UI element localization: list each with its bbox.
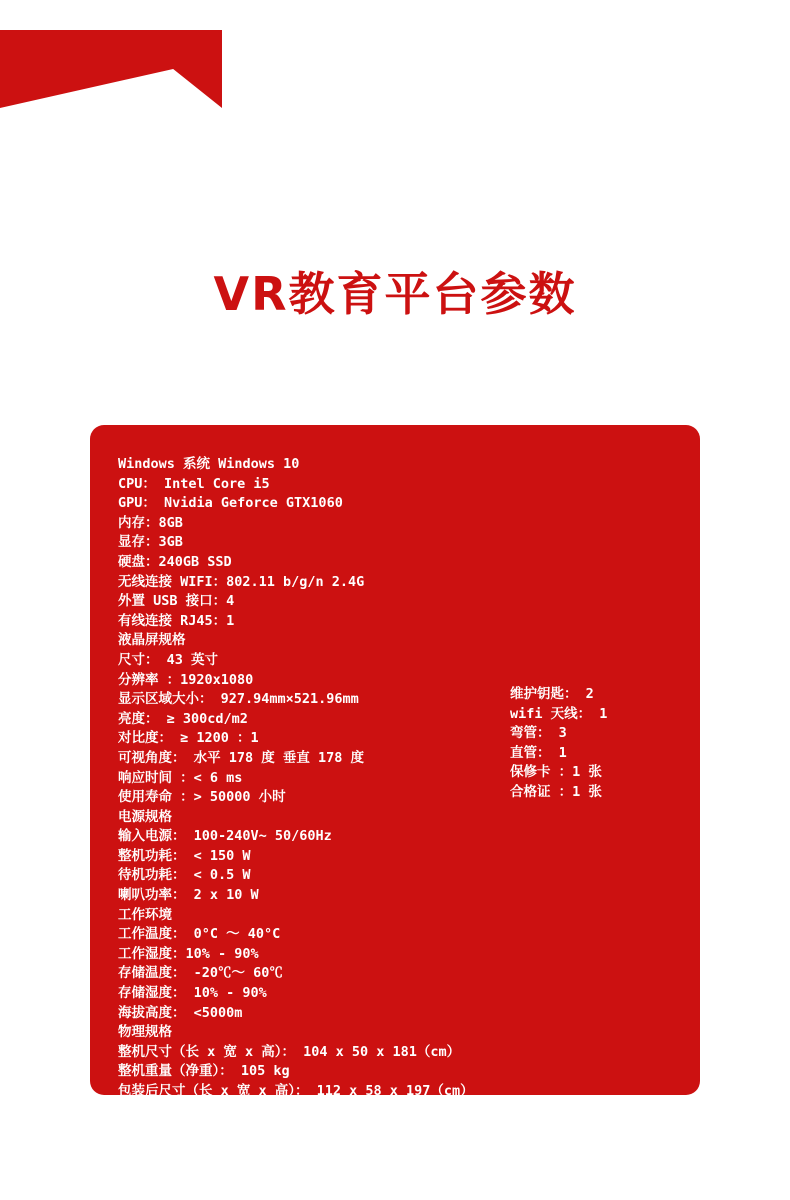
spec-line: 电源规格 <box>118 808 172 825</box>
spec-line: 对比度： ≥ 1200 ：1 <box>118 730 259 747</box>
spec-line: 存储湿度： 10% - 90% <box>118 985 267 1002</box>
accessory-line: 维护钥匙： 2 <box>510 686 594 702</box>
accessory-line: 合格证 ：1 张 <box>510 783 602 800</box>
spec-line: 可视角度： 水平 178 度 垂直 178 度 <box>118 749 365 766</box>
spec-line: 外置 USB 接口：4 <box>118 593 235 610</box>
spec-line: 存储温度： -20℃～ 60℃ <box>118 965 283 982</box>
spec-line: 物理规格 <box>118 1024 172 1041</box>
spec-line: 硬盘：240GB SSD <box>118 553 232 570</box>
spec-line: CPU： Intel Core i5 <box>118 475 270 492</box>
spec-line: 随机附件 <box>118 1122 172 1139</box>
spec-line: 包装后重量（毛重）： 150 kg <box>118 1102 304 1119</box>
spec-line: 整机功耗： < 150 W <box>118 847 251 864</box>
spec-line: 无线连接 WIFI：802.11 b/g/n 2.4G <box>118 573 365 590</box>
spec-panel <box>90 425 700 1139</box>
spec-line: 喇叭功率： 2 x 10 W <box>118 887 259 904</box>
spec-line: 内存：8GB <box>118 514 183 531</box>
spec-line: 工作湿度：10% - 90% <box>118 945 259 962</box>
spec-line: 整机尺寸（长 x 宽 x 高）： 104 x 50 x 181（cm） <box>118 1043 461 1060</box>
spec-line: GPU： Nvidia Geforce GTX1060 <box>118 495 343 512</box>
spec-line: 包装后尺寸（长 x 宽 x 高）： 112 x 58 x 197（cm） <box>118 1083 474 1099</box>
spec-line: 海拔高度： <5000m <box>118 1004 243 1021</box>
spec-list <box>118 455 538 1141</box>
accessory-list <box>510 685 690 803</box>
spec-line: 分辨率 ：1920x1080 <box>118 671 254 688</box>
spec-line: 尺寸： 43 英寸 <box>118 651 219 668</box>
accessory-line: 直管： 1 <box>510 744 567 761</box>
spec-line: 工作温度： 0°C ～ 40°C <box>118 926 281 943</box>
spec-line: 液晶屏规格 <box>118 632 186 649</box>
spec-line: 工作环境 <box>118 906 172 923</box>
spec-line: 显存：3GB <box>118 534 183 551</box>
spec-line: 亮度： ≥ 300cd/m2 <box>118 710 248 727</box>
spec-line: 输入电源： 100-240V~ 50/60Hz <box>118 828 332 845</box>
spec-line: 使用寿命 ：> 50000 小时 <box>118 789 286 806</box>
spec-line: Windows 系统 Windows 10 <box>118 456 300 472</box>
spec-line: 待机功耗： < 0.5 W <box>118 867 251 884</box>
spec-line: 显示区域大小： 927.94mm×521.96mm <box>118 691 359 708</box>
page-title: VR教育平台参数 <box>213 267 577 321</box>
accessory-line: 保修卡 ：1 张 <box>510 764 602 781</box>
spec-line: 响应时间 ：< 6 ms <box>118 769 243 786</box>
accessory-line: 弯管： 3 <box>510 725 567 742</box>
spec-line: 整机重量（净重）： 105 kg <box>118 1063 290 1080</box>
accessory-line: wifi 天线： 1 <box>510 705 608 722</box>
spec-line: 有线连接 RJ45：1 <box>118 612 235 629</box>
decorative-ribbon <box>0 30 222 108</box>
